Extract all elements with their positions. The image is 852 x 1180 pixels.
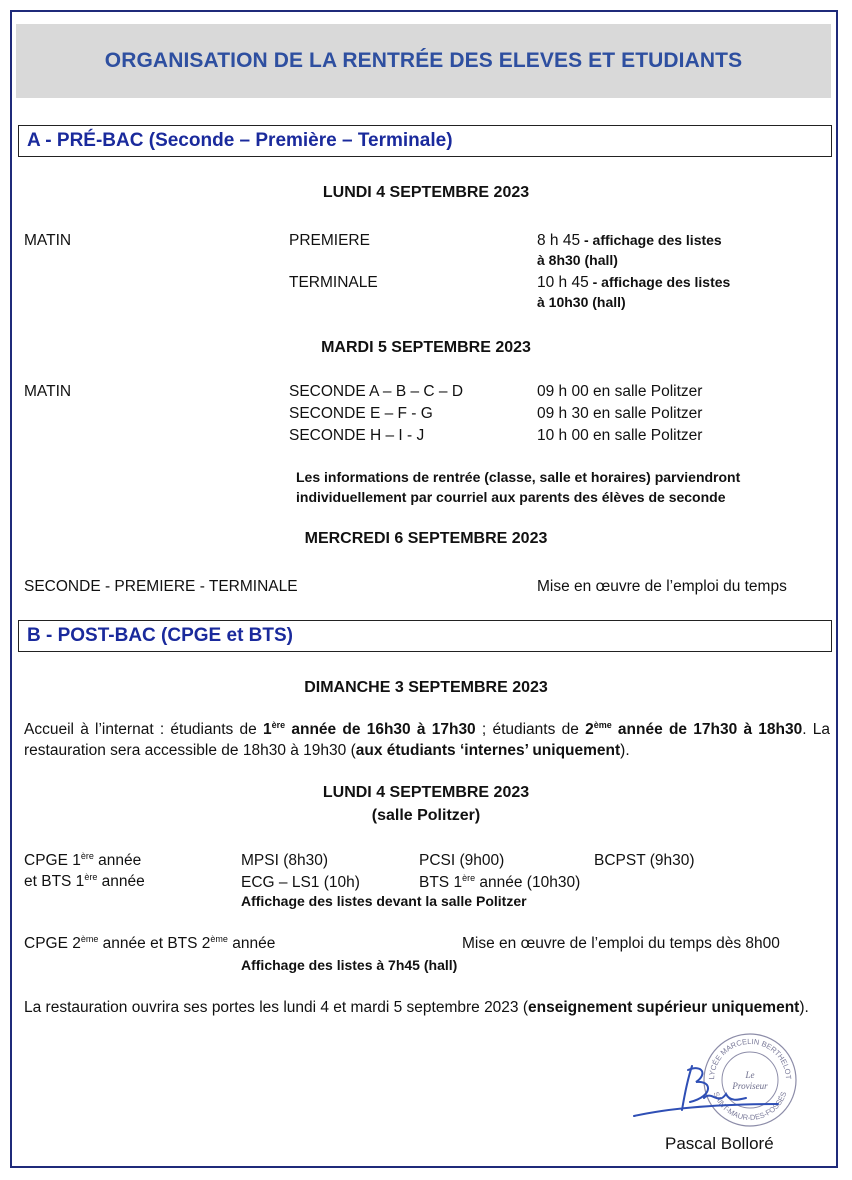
section-a-day3-date: MERCREDI 6 SEPTEMBRE 2023 <box>304 530 548 547</box>
cpge1-label <box>24 850 141 871</box>
signatory-name: Pascal Bolloré <box>665 1134 774 1153</box>
internat-text-4: ). <box>620 742 630 759</box>
day1-row1-note2: à 8h30 (hall) <box>537 252 618 268</box>
bts1-sup: ère <box>84 871 98 882</box>
internat-internes: aux étudiants ‘internes’ uniquement <box>355 742 621 759</box>
pcsi-time: PCSI (9h00) <box>419 852 505 869</box>
bts1-text: et BTS 1 <box>24 873 85 890</box>
day1-row2-note2: à 10h30 (hall) <box>537 294 626 310</box>
section-b-day2-subtitle: (salle Politzer) <box>371 807 481 824</box>
affichage-politzer: Affichage des listes devant la salle Politzer <box>241 893 527 909</box>
internat-first-sup: ère <box>271 719 286 730</box>
day2-row2-time: 09 h 30 en salle Politzer <box>537 405 703 422</box>
internat-text-1: Accueil à l’internat : étudiants de <box>24 721 263 738</box>
day2-row3-class: SECONDE H – I - J <box>289 427 425 444</box>
day2-row1-time: 09 h 00 en salle Politzer <box>537 383 703 400</box>
cpge1-annee: année <box>93 852 142 869</box>
day2-row3-time: 10 h 00 en salle Politzer <box>537 427 703 444</box>
day1-row1-note1: - affichage des listes <box>580 232 722 248</box>
restauration-bold: enseignement supérieur uniquement <box>528 999 800 1016</box>
internat-text-3: . La restauration sera accessible de 18h30 à 19h30 ( <box>24 721 831 759</box>
bts-time-text: BTS 1 <box>419 874 463 891</box>
internat-second-num: 2 <box>585 721 594 738</box>
stamp-top-text: LYCÉE MARCELIN BERTHELOT <box>706 1036 794 1080</box>
stamp-center-proviseur: Proviseur <box>732 1081 768 1091</box>
cpge2-mid: année et BTS 2 <box>98 935 211 952</box>
day2-row1-class: SECONDE A – B – C – D <box>289 383 464 400</box>
mpsi-time: MPSI (8h30) <box>241 852 329 869</box>
internat-text-2: ; étudiants de <box>475 721 586 738</box>
day1-period: MATIN <box>24 232 72 249</box>
seconde-info-line2: individuellement par courriel aux parents des élèves de seconde <box>296 489 726 505</box>
day2-period: MATIN <box>24 383 72 400</box>
bts-time <box>419 872 580 893</box>
internat-second-time: année de 17h30 à 18h30 <box>611 721 803 738</box>
bcpst-time: BCPST (9h30) <box>594 852 695 869</box>
internat-first-time: année de 16h30 à 17h30 <box>285 721 476 738</box>
day1-row2-class: TERMINALE <box>289 274 378 291</box>
cpge1-sup: ère <box>80 850 94 861</box>
ecg-time: ECG – LS1 (10h) <box>241 874 360 891</box>
seconde-info-line1: Les informations de rentrée (classe, salle et horaires) parviendront <box>296 469 741 485</box>
stamp-bottom-text: SAINT-MAUR-DES-FOSSÉS <box>711 1090 789 1123</box>
restauration-end: ). <box>799 999 809 1016</box>
cpge2-label <box>24 933 275 954</box>
day1-row1-time <box>537 230 722 251</box>
section-b-day1-date: DIMANCHE 3 SEPTEMBRE 2023 <box>304 679 548 696</box>
stamp-center-le: Le <box>745 1070 755 1080</box>
page-title: ORGANISATION DE LA RENTRÉE DES ELEVES ET ETUDIANTS <box>16 24 831 98</box>
cpge2-annee: année <box>227 935 276 952</box>
restauration-paragraph <box>24 997 830 1018</box>
bts1-label <box>24 871 145 892</box>
bts-time-rest: année (10h30) <box>475 874 581 891</box>
section-b-heading: B - POST-BAC (CPGE et BTS) <box>18 620 832 652</box>
cpge2-sup: ème <box>80 933 99 944</box>
cpge2-emploi: Mise en œuvre de l’emploi du temps dès 8h00 <box>462 935 780 952</box>
day2-row2-class: SECONDE E – F - G <box>289 405 433 422</box>
section-a-day1-date: LUNDI 4 SEPTEMBRE 2023 <box>322 184 530 201</box>
internat-paragraph <box>24 719 830 761</box>
internat-first-year <box>263 721 476 738</box>
day3-right: Mise en œuvre de l’emploi du temps <box>537 578 787 595</box>
section-a-day2-date: MARDI 5 SEPTEMBRE 2023 <box>321 339 531 356</box>
day1-row1-time-value: 8 h 45 <box>537 232 581 249</box>
internat-second-sup: ème <box>593 719 612 730</box>
cpge2-sup2: ème <box>210 933 228 944</box>
signature-stroke <box>634 1066 778 1116</box>
cpge2-text: CPGE 2 <box>24 935 81 952</box>
section-b-day2-date: LUNDI 4 SEPTEMBRE 2023 <box>322 784 530 801</box>
section-a-heading: A - PRÉ-BAC (Seconde – Première – Terminale) <box>18 125 832 157</box>
cpge1-text: CPGE 1 <box>24 852 81 869</box>
day3-left: SECONDE - PREMIERE - TERMINALE <box>24 578 298 595</box>
bts1-annee: année <box>97 873 145 890</box>
bts-time-sup: ère <box>462 872 476 883</box>
handwritten-signature <box>630 1058 780 1128</box>
internat-second-year <box>585 721 802 738</box>
internat-first-num: 1 <box>263 721 272 738</box>
day1-row2-note1: - affichage des listes <box>588 274 731 290</box>
day1-row2-time <box>537 272 730 293</box>
restauration-text: La restauration ouvrira ses portes les lundi 4 et mardi 5 septembre 2023 ( <box>24 999 529 1016</box>
day1-row1-class: PREMIERE <box>289 232 370 249</box>
day1-row2-time-value: 10 h 45 <box>537 274 589 291</box>
affichage-hall: Affichage des listes à 7h45 (hall) <box>241 957 458 973</box>
